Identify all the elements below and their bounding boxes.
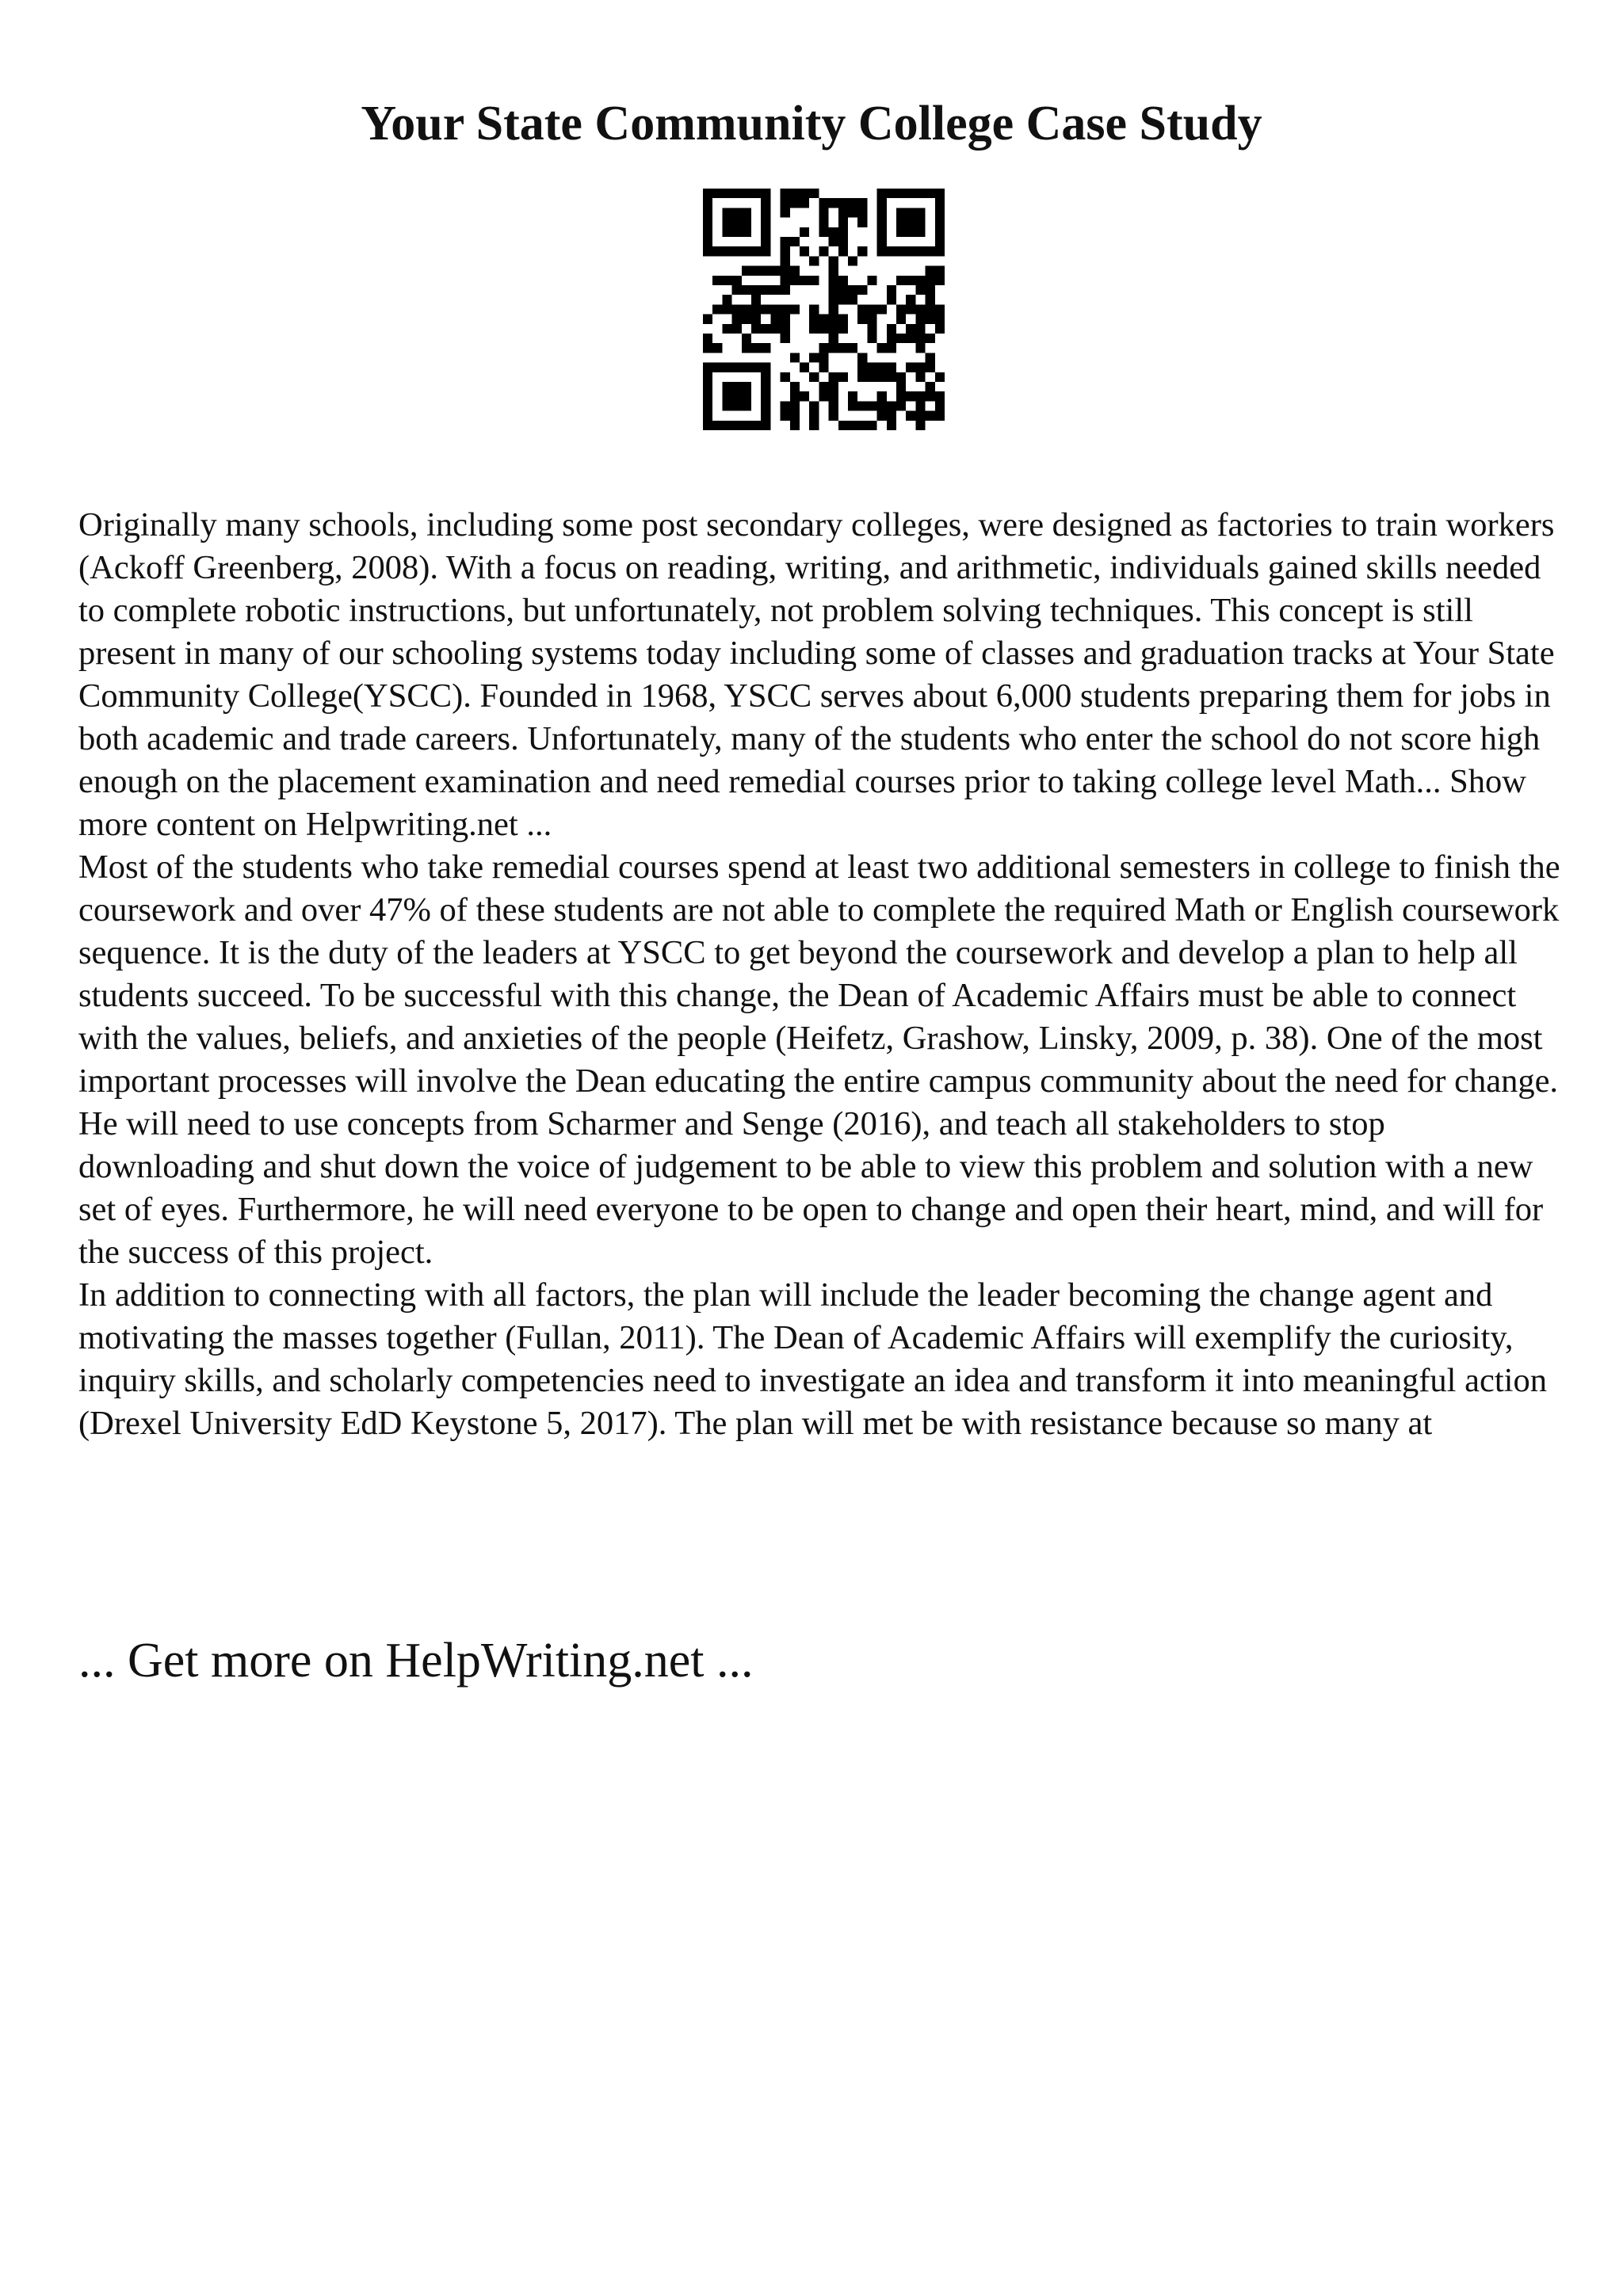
paragraph: In addition to connecting with all factors, the plan will include the leader becoming the change agent and motivating the masses together (Fullan, 2011). The Dean of Academic Affairs will exemplify the curiosity, inquiry skills, and scholarly competencies need to investigate an idea and transform it into meaningful action (Drexel University EdD Keystone 5, 2017). The plan will met be with resistance because so many at (78, 1276, 1547, 1442)
page-title: Your State Community College Case Study (361, 97, 1262, 151)
paragraph: Originally many schools, including some post secondary colleges, were designed as factories to train workers (Ackoff Greenberg, 2008). With a focus on reading, writing, and arithmetic, individuals gained skills needed to complete robotic instructions, but unfortunately, not problem solving techniques. This concept is still present in many of our schooling systems today including some of classes and graduation tracks at Your State Community College(YSCC). Founded in 1968, YSCC serves about 6,000 students preparing them for jobs in both academic and trade careers. Unfortunately, many of the students who enter the school do not score high enough on the placement examination and need remedial courses prior to taking college level Math... Show more content on Helpwriting.net ... (78, 506, 1555, 843)
paragraph: Most of the students who take remedial courses spend at least two additional semesters in college to finish the coursework and over 47% of these students are not able to complete the required Math or English coursework sequence. It is the duty of the leaders at YSCC to get beyond the coursework and develop a plan to help all students succeed. To be successful with this change, the Dean of Academic Affairs must be able to connect with the values, beliefs, and anxieties of the people (Heifetz, Grashow, Linsky, 2009, p. 38). One of the most important processes will involve the Dean educating the entire campus community about the need for change. He will need to use concepts from Scharmer and Senge (2016), and teach all stakeholders to stop downloading and shut down the voice of judgement to be able to view this problem and solution with a new set of eyes. Furthermore, he will need everyone to be open to change and open their heart, mind, and will for the success of this project. (78, 849, 1560, 1271)
qr-code-icon (703, 189, 945, 430)
article-body (78, 504, 1568, 1445)
get-more-link[interactable]: ... Get more on HelpWriting.net ... (78, 1634, 754, 1688)
